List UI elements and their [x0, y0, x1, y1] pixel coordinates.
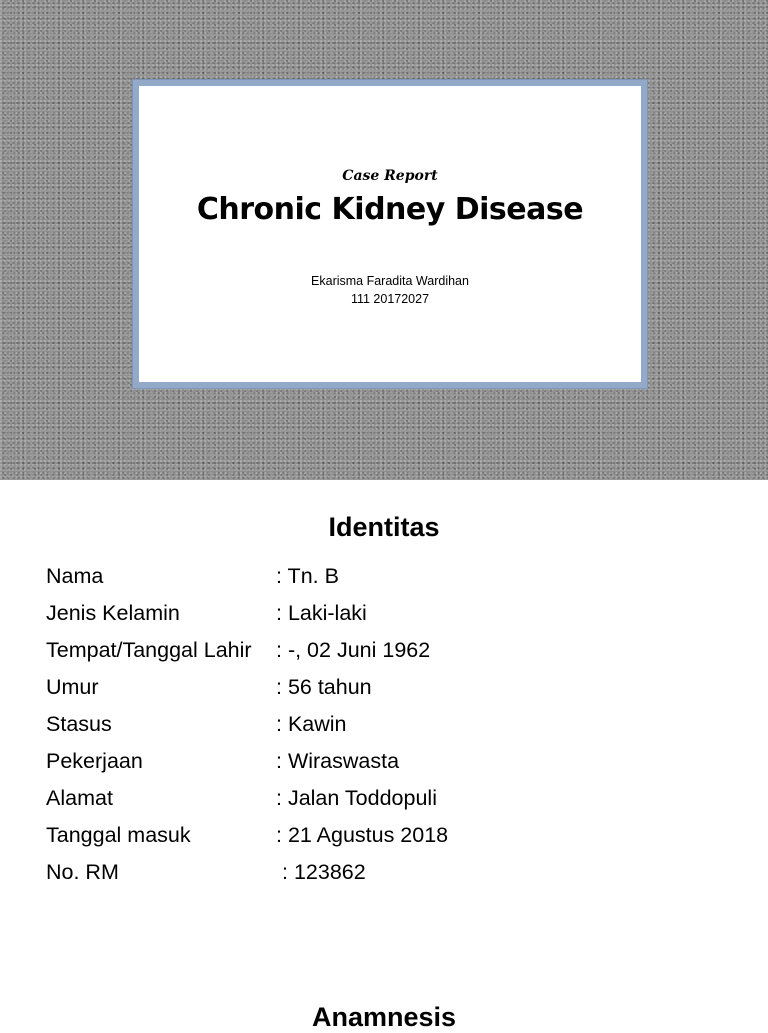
identity-label: Stasus: [46, 712, 112, 736]
identity-row-tanggal-masuk: [46, 823, 646, 860]
identity-row-pekerjaan: [46, 749, 646, 786]
identity-label: Jenis Kelamin: [46, 601, 180, 625]
identity-value: : 123862: [282, 860, 366, 884]
identity-row-no-rm: [46, 860, 646, 897]
anamnesis-heading: Anamnesis: [311, 1002, 457, 1032]
identity-label: Tempat/Tanggal Lahir: [46, 638, 252, 662]
identity-label: Tanggal masuk: [46, 823, 191, 847]
title-card: [133, 80, 647, 388]
identity-label: No. RM: [46, 860, 119, 884]
identity-label: Pekerjaan: [46, 749, 143, 773]
title-slide: [0, 0, 768, 480]
identity-list: [46, 564, 646, 897]
identity-value: : Wiraswasta: [276, 749, 400, 773]
identity-value: : Tn. B: [276, 564, 339, 588]
identity-value: : Laki-laki: [276, 601, 367, 625]
identity-value: : Kawin: [276, 712, 347, 736]
identity-value: : 56 tahun: [276, 675, 372, 699]
identity-value: : -, 02 Juni 1962: [276, 638, 431, 662]
identity-row-tempat-tanggal-lahir: [46, 638, 646, 675]
identitas-heading: Identitas: [328, 512, 440, 542]
identity-row-jenis-kelamin: [46, 601, 646, 638]
presentation-title: Chronic Kidney Disease: [196, 192, 584, 227]
case-report-subtitle: Case Report: [342, 168, 438, 184]
identity-row-stasus: [46, 712, 646, 749]
identity-value: : Jalan Toddopuli: [276, 786, 437, 810]
identity-row-umur: [46, 675, 646, 712]
identity-label: Alamat: [46, 786, 113, 810]
identity-row-nama: [46, 564, 646, 601]
student-id: 111 20172027: [350, 292, 430, 306]
identity-row-alamat: [46, 786, 646, 823]
identity-label: Umur: [46, 675, 99, 699]
identity-value: : 21 Agustus 2018: [276, 823, 449, 847]
identity-label: Nama: [46, 564, 104, 588]
author-name: Ekarisma Faradita Wardihan: [311, 274, 469, 288]
